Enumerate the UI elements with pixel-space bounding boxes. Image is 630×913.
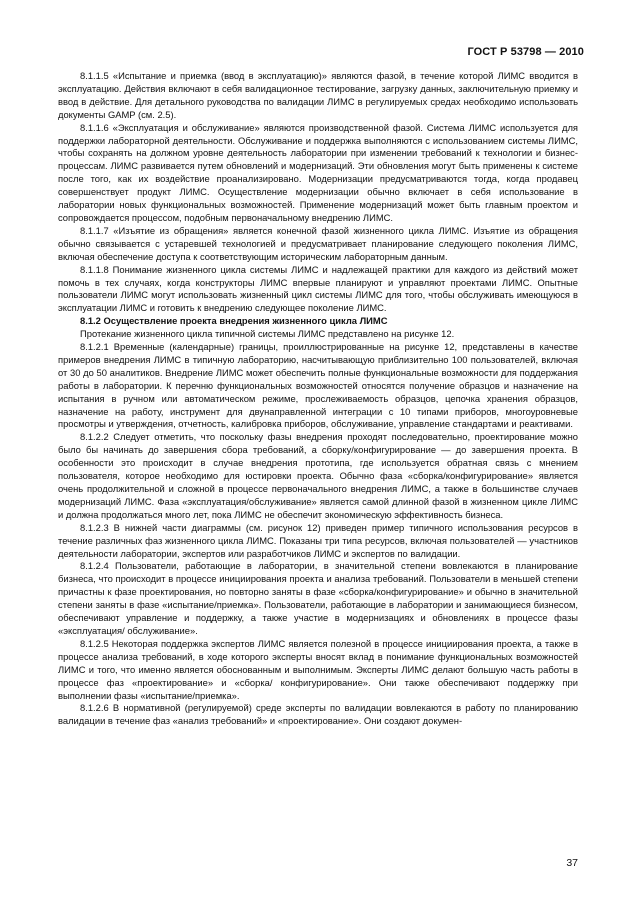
paragraph-8-1-2-6: 8.1.2.6 В нормативной (регулируемой) среде эксперты по валидации вовлекаются в работу по планированию валидации в течение фаз «анализ требований» и «проектирование». Они создают докумен- [58, 702, 578, 727]
document-body [58, 70, 578, 728]
paragraph-8-1-2-4: 8.1.2.4 Пользователи, работающие в лаборатории, в значительной степени вовлекаются в планирование бизнеса, что происходит в процессе инициирования проекта и анализа требований. Пользователи в меньшей степени причастны к фазе проектирования, но повторно заняты в фазе «сборка/конфигурирование» и обычно в значительной степени заняты в фазе «испытание/приемка». Пользователи, работающие в лаборатории и занимающиеся бизнесом, обеспечивают управление и поддержку, а также участие в модернизациях и обновлениях в процессе фазы «эксплуатация/ обслуживание». [58, 560, 578, 636]
paragraph-8-1-1-8: 8.1.1.8 Понимание жизненного цикла системы ЛИМС и надлежащей практики для каждого из действий может помочь в тех случаях, когда конструкторы ЛИМС впервые планируют и управляют проектами ЛИМС. Опытные пользователи ЛИМС могут использовать жизненный цикл системы ЛИМС для того, чтобы обслуживать имеющуюся в эксплуатации ЛИМС и готовить к внедрению следующее поколение ЛИМС. [58, 263, 578, 314]
paragraph-8-1-2-2: 8.1.2.2 Следует отметить, что поскольку фазы внедрения проходят последовательно, проектирование можно было бы начинать до завершения сбора требований, а сборку/конфигурирование — до завершения проекта. В особенности это происходит в случае внедрения прототипа, где используется обратная связь с мнением пользователя, которое необходимо для юстировки проекта. Обычно фаза «сборка/конфигурирование» является очень продолжительной и сложной в процессе первоначального внедрения ЛИМС, а также в большинстве случаев модернизаций ЛИМС. Фаза «эксплуатация/обслуживание» является самой длинной фазой в жизненном цикле ЛИМС и должна продолжаться много лет, пока ЛИМС не обеспечит экономическую эффективность бизнеса. [58, 431, 578, 520]
paragraph-8-1-2-5: 8.1.2.5 Некоторая поддержка экспертов ЛИМС является полезной в процессе инициирования проекта, а также в процессе анализа требований, в ходе которого эксперты вносят вклад в понимание функциональных возможностей ЛИМС и того, что именно является обоснованным и выполнимым. Эксперты ЛИМС делают большую часть работы в процессе фаз «проектирование» и «сборка/ конфигурирование». Они также обеспечивают поддержку при выполнении фазы «испытание/приемка». [58, 637, 578, 701]
standard-header: ГОСТ Р 53798 — 2010 [467, 46, 584, 58]
paragraph-8-1-1-6: 8.1.1.6 «Эксплуатация и обслуживание» являются производственной фазой. Система ЛИМС используется для поддержки лабораторной деятельности. Обслуживание и поддержка выполняются с использованием системы ЛИМС, чтобы сохранять на должном уровне деятельность лаборатории при изменении требований к технологии и бизнес-процессам. ЛИМС развивается путем обновлений и модернизаций. Эти обновления могут быть применены к системе после того, как их воздействие проанализировано. Модернизации предусматриваются тогда, когда продавец совершенствует продукт ЛИМС. Осуществление модернизации обычно включает в себя использование в лаборатории новых функциональных возможностей. Применение модернизаций может быть главным проектом и сопровождается процессом, подобным первоначальному внедрению ЛИМС. [58, 121, 578, 223]
paragraph-8-1-1-5: 8.1.1.5 «Испытание и приемка (ввод в эксплуатацию)» являются фазой, в течение которой ЛИМС вводится в эксплуатацию. Действия включают в себя валидационное тестирование, загрузку данных, заключительную приемку и ввод в действие. Для детального руководства по валидации ЛИМС в регулируемых средах необходимо использовать документы GAMP (см. 2.5). [58, 70, 578, 120]
paragraph-8-1-2-1: 8.1.2.1 Временные (календарные) границы, проиллюстрированные на рисунке 12, представлены в качестве примеров внедрения ЛИМС в типичную лабораторию, насчитывающую приблизительно 100 пользователей, включая от 30 до 50 аналитиков. Внедрение ЛИМС может обеспечить полные функциональные возможности для поддержания работы в лаборатории. К перечню функциональных возможностей относятся получение образцов и назначение на испытания в ручном или автоматическом режиме, прослеживаемость образцов, цепочка хранения образцов, назначение на работу, инструмент для двунаправленной интеграции с 10 типами приборов, многоуровневые просмотры и утверждения, отчетность, калибровка приборов, обслуживание, управление стандартами и реактивами. [58, 341, 578, 430]
paragraph-intro-8-1-2: Протекание жизненного цикла типичной системы ЛИМС представлено на рисунке 12. [80, 328, 455, 340]
paragraph-8-1-2-3: 8.1.2.3 В нижней части диаграммы (см. рисунок 12) приведен пример типичного использования ресурсов в течение различных фаз жизненного цикла ЛИМС. Показаны три типа ресурсов, включая пользователей — участников деятельности лаборатории, экспертов или разработчиков ЛИМС и экспертов по валидации. [58, 521, 578, 559]
section-heading-8-1-2: 8.1.2 Осуществление проекта внедрения жизненного цикла ЛИМС [80, 315, 388, 327]
page-number: 37 [566, 857, 578, 869]
paragraph-8-1-1-7: 8.1.1.7 «Изъятие из обращения» является конечной фазой жизненного цикла ЛИМС. Изъятие из обращения обычно связывается с устаревшей технологией и предусматривает планирование следующего поколения ЛИМС, включая обеспечение доступа к соответствующим историческим лабораторным данным. [58, 224, 578, 262]
